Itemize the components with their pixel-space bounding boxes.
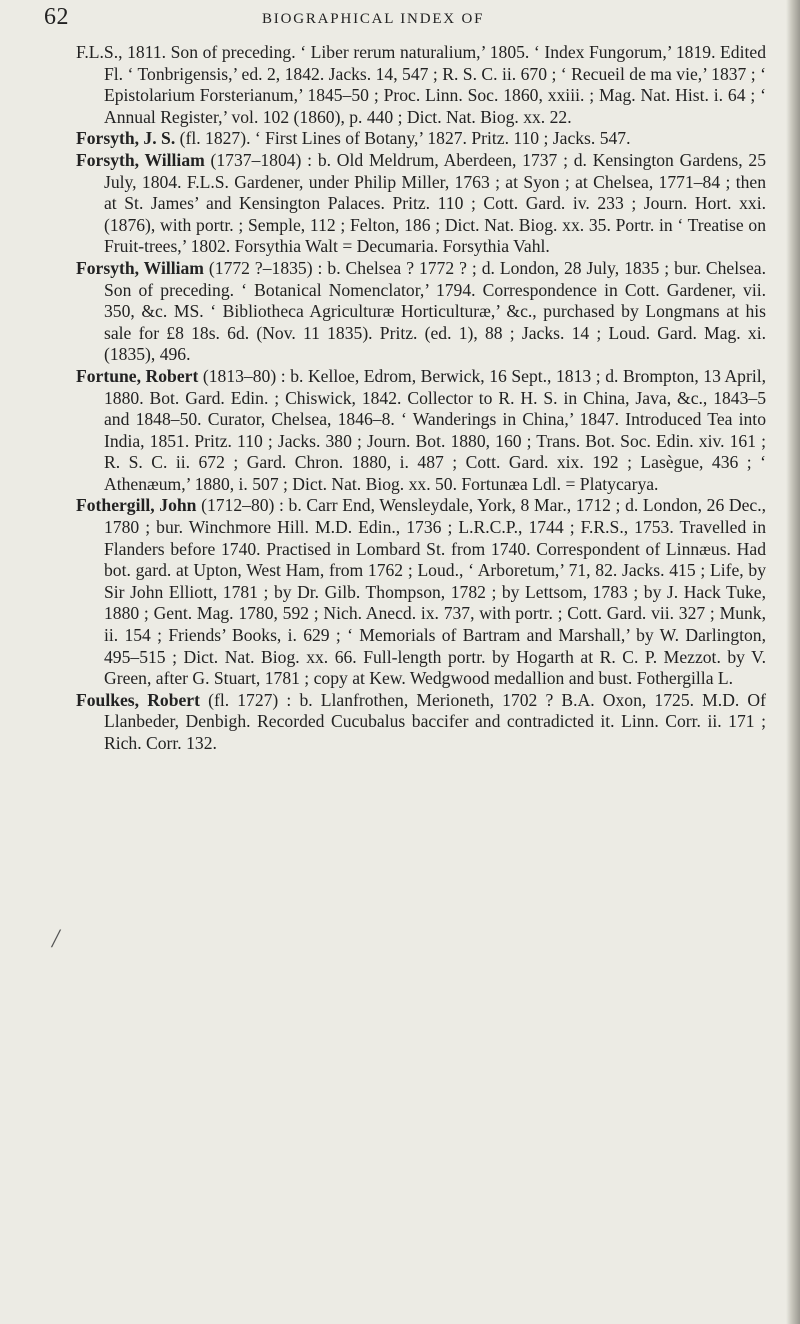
entry-text: (1737–1804) : b. Old Meldrum, Aberdeen, 1737 ; d. Kensington Gardens, 25 July, 1804. F.L.S. Gardener, under Philip Miller, 1763 ; at Syon ; at Chelsea, 1771–84 ; then at St. James’ and Kensington Palaces. Pritz. 110 ; Cott. Gard. iv. 233 ; Journ. Hort. xxi. (1876), with portr. ; Semple, 112 ; Felton, 186 ; Dict. Nat. Biog. xx. 35. Portr. in ‘ Treatise on Fruit-trees,’ 1802. Forsythia Walt = Decumaria. Forsythia Vahl. [104,149,766,257]
index-entry [76,495,766,689]
index-entry [76,150,766,258]
index-entry [76,366,766,496]
page-edge-shadow [786,0,800,1324]
entry-text: (fl. 1727) : b. Llanfrothen, Merioneth, 1702 ? B.A. Oxon, 1725. M.D. Of Llanbeder, Denbigh. Recorded Cucubalus baccifer and contradicted it. Linn. Corr. ii. 171 ; Rich. Corr. 132. [104,689,766,753]
page-number: 62 [44,4,69,30]
entry-name: Forsyth, William [76,149,205,170]
entry-text: (1712–80) : b. Carr End, Wensleydale, York, 8 Mar., 1712 ; d. London, 26 Dec., 1780 ; bur. Winchmore Hill. M.D. Edin., 1736 ; L.R.C.P., 1744 ; F.R.S., 1753. Travelled in Flanders before 1740. Practised in Lombard St. from 1740. Correspondent of Linnæus. Had bot. gard. at Upton, West Ham, from 1762 ; Loud., ‘ Arboretum,’ 71, 82. Jacks. 415 ; Life, by Sir John Elliott, 1781 ; by Dr. Gilb. Thompson, 1782 ; by Lettsom, 1783 ; by J. Hack Tuke, 1880 ; Gent. Mag. 1780, 592 ; Nich. Anecd. ix. 737, with portr. ; Cott. Gard. vii. 327 ; Munk, ii. 154 ; Friends’ Books, i. 629 ; ‘ Memorials of Bartram and Marshall,’ by W. Darlington, 495–515 ; Dict. Nat. Biog. xx. 66. Full-length portr. by Hogarth at R. C. P. Mezzot. by V. Green, after G. Stuart, 1781 ; copy at Kew. Wedgwood medallion and bust. Fothergilla L. [104,495,766,689]
index-entry [76,42,766,128]
entry-name: Foulkes, Robert [76,689,200,710]
entry-name: Fothergill, John [76,495,197,516]
entry-text: (fl. 1827). ‘ First Lines of Botany,’ 1827. Pritz. 110 ; Jacks. 547. [175,128,631,149]
running-head: BIOGRAPHICAL INDEX OF [262,11,485,27]
entry-text: F.L.S., 1811. Son of preceding. ‘ Liber rerum naturalium,’ 1805. ‘ Index Fungorum,’ 1819. Edited Fl. ‘ Tonbrigensis,’ ed. 2, 1842. Jacks. 14, 547 ; R. S. C. ii. 670 ; ‘ Recueil de ma vie,’ 1837 ; ‘ Epistolarium Forsterianum,’ 1845–50 ; Proc. Linn. Soc. 1860, xxiii. ; Mag. Nat. Hist. i. 64 ; ‘ Annual Register,’ vol. 102 (1860), p. 440 ; Dict. Nat. Biog. xx. 22. [76,42,766,127]
index-entry [76,258,766,366]
index-entry [76,690,766,755]
margin-tick-mark: / [52,924,60,953]
index-entry [76,128,766,150]
entry-name: Fortune, Robert [76,365,199,386]
entry-name: Forsyth, William [76,257,204,278]
entry-name: Forsyth, J. S. [76,128,176,149]
entry-text: (1813–80) : b. Kelloe, Edrom, Berwick, 16 Sept., 1813 ; d. Brompton, 13 April, 1880. Bot. Gard. Edin. ; Chiswick, 1842. Collector to R. H. S. in China, Java, &c., 1843–5 and 1848–50. Curator, Chelsea, 1846–8. ‘ Wanderings in China,’ 1847. Introduced Tea into India, 1851. Pritz. 110 ; Jacks. 380 ; Journ. Bot. 1880, 160 ; Trans. Bot. Soc. Edin. xiv. 161 ; R. S. C. ii. 672 ; Gard. Chron. 1880, i. 487 ; Cott. Gard. xix. 192 ; Lasègue, 436 ; ‘ Athenæum,’ 1880, i. 507 ; Dict. Nat. Biog. xx. 50. Fortunæa Ldl. = Platycarya. [104,365,767,494]
entry-text: (1772 ?–1835) : b. Chelsea ? 1772 ? ; d. London, 28 July, 1835 ; bur. Chelsea. Son of preceding. ‘ Botanical Nomenclator,’ 1794. Correspondence in Cott. Gardener, vii. 350, &c. MS. ‘ Bibliotheca Agriculturæ Horticulturæ,’ &c., purchased by Longmans at his sale for £8 18s. 6d. (Nov. 11 1835). Pritz. (ed. 1), 88 ; Jacks. 14 ; Loud. Gard. Mag. xi. (1835), 496. [104,257,766,365]
index-entries [76,42,766,755]
